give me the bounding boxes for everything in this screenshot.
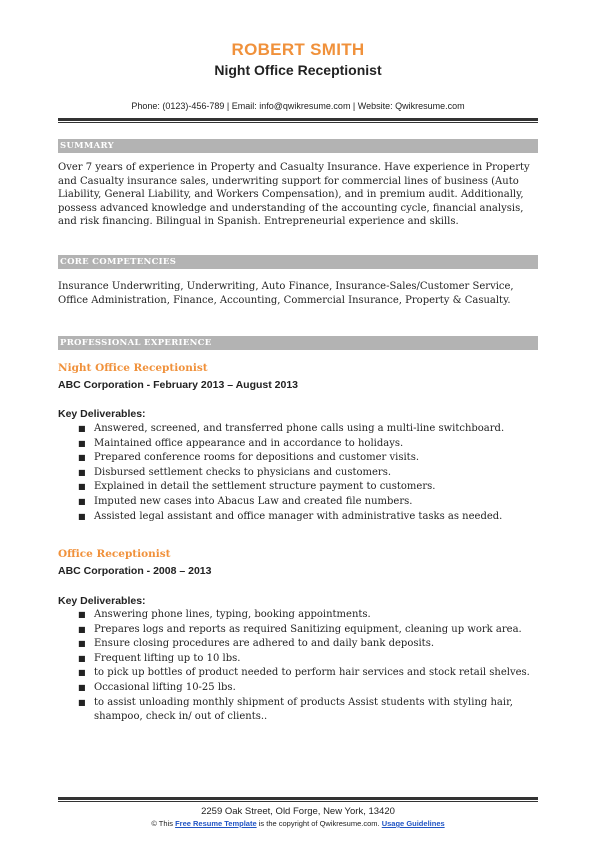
bullet-icon: ■ [78,682,86,692]
list-item: ■ Frequent lifting up to 10 lbs. [58,652,538,667]
candidate-title: Night Office Receptionist [214,62,382,78]
bullet-icon: ■ [78,697,86,707]
bullet-icon: ■ [78,482,86,492]
list-item: ■ to pick up bottles of product needed to perform hair services and stock retail shelves. [58,666,538,681]
bullet-icon: ■ [78,467,86,477]
list-item: ■ Maintained office appearance and in accordance to holidays. [58,437,538,452]
bullet-icon: ■ [78,424,86,433]
list-item: ■ Disbursed settlement checks to physicians and customers. [58,466,538,481]
summary-heading: SUMMARY [58,139,538,153]
bullet-icon: ■ [78,639,86,649]
experience-heading: PROFESSIONAL EXPERIENCE [58,336,538,350]
bullet-icon: ■ [78,610,86,619]
key-deliverables-label: Key Deliverables: [58,595,146,607]
job-bullets [58,608,538,725]
footer-copyright [58,819,538,828]
competencies-heading: CORE COMPETENCIES [58,255,538,269]
bullet-icon: ■ [78,496,86,506]
footer-address: 2259 Oak Street, Old Forge, New York, 13420 [201,806,395,817]
competencies-text: Insurance Underwriting, Underwriting, Auto Finance, Insurance-Sales/Customer Service, Office Administration, Finance, Accounting, Commercial Insurance, Property & Casualty. [58,281,514,306]
list-item: ■ Assisted legal assistant and office manager with administrative tasks as needed. [58,510,538,525]
list-item: ■ Prepared conference rooms for depositions and customer visits. [58,451,538,466]
list-item: ■ Occasional lifting 10-25 lbs. [58,681,538,696]
bullet-icon: ■ [78,453,86,463]
summary-text: Over 7 years of experience in Property and Casualty Insurance. Have experience in Property and Casualty insurance sales, underwriting support for commercial lines of business (Auto Liability, General Liability, and Workers Compensation), and in premium audit. Additionally, possess advanced knowledge and understanding of the accounting cycle, financial analysis, and risk financing. Bilingual in Spanish. Entrepreneurial experience and skills. [58,162,530,228]
usage-guidelines-link[interactable]: Usage Guidelines [381,819,445,828]
list-item: ■ Explained in detail the settlement structure payment to customers. [58,480,538,495]
job-company: ABC Corporation - February 2013 – August 2013 [58,379,299,391]
bullet-icon: ■ [78,438,86,448]
candidate-name: ROBERT SMITH [231,40,365,59]
list-item: ■ Answered, screened, and transferred phone calls using a multi-line switchboard. [58,422,538,437]
copyright-middle: is the copyright of Qwikresume.com. [258,819,380,828]
job-company: ABC Corporation - 2008 – 2013 [58,565,212,577]
list-item: ■ Answering phone lines, typing, booking appointments. [58,608,538,623]
bullet-icon: ■ [78,668,86,678]
header-divider [58,118,538,123]
list-item: ■ to assist unloading monthly shipment of products Assist students with styling hair, shampoo, check in/ out of clients.. [78,696,513,723]
contact-line: Phone: (0123)-456-789 | Email: info@qwikresume.com | Website: Qwikresume.com [131,101,465,111]
job-role: Night Office Receptionist [58,362,208,374]
bullet-icon: ■ [78,511,86,521]
list-item: ■ Prepares logs and reports as required Sanitizing equipment, cleaning up work area. [58,623,538,638]
job-role: Office Receptionist [58,548,171,560]
list-item: ■ Ensure closing procedures are adhered to and daily bank deposits. [58,637,538,652]
free-resume-template-link[interactable]: Free Resume Template [175,819,257,828]
job-bullets [58,422,538,524]
bullet-icon: ■ [78,624,86,634]
key-deliverables-label: Key Deliverables: [58,408,146,420]
bullet-icon: ■ [78,653,86,663]
list-item: ■ Imputed new cases into Abacus Law and created file numbers. [58,495,538,510]
footer-divider [58,797,538,802]
copyright-prefix: © This [151,819,173,828]
